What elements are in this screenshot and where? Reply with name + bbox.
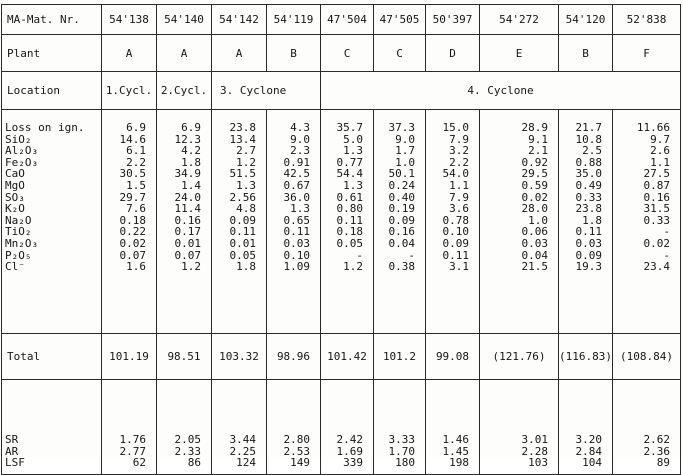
plant-cell: D: [426, 35, 480, 72]
value-cell: 62: [132, 456, 146, 470]
location-cyclone-3: 3. Cyclone: [212, 72, 321, 110]
value-cell: 1.3: [236, 178, 256, 192]
value-cell: 13.4: [229, 132, 256, 146]
component-label: P₂O₅: [5, 248, 32, 262]
ratio-column: [267, 380, 321, 475]
ratio-row: [2, 380, 681, 475]
value-cell: 124: [236, 456, 256, 470]
value-cell: 15.0: [442, 121, 469, 134]
value-cell: 0.02: [521, 190, 548, 204]
value-cell: 0.05: [229, 248, 256, 262]
location-cyclone-4: 4. Cyclone: [321, 72, 681, 110]
value-cell: 14.6: [119, 132, 146, 146]
value-cell: 11.4: [174, 202, 201, 216]
mat-nr-cell: 47'504: [321, 5, 374, 35]
total-cell: (116.83): [559, 334, 613, 380]
mat-nr-cell: 52'838: [613, 5, 681, 35]
value-cell: 0.40: [388, 190, 415, 204]
composition-column: [321, 110, 374, 334]
value-cell: 23.4: [643, 260, 670, 274]
value-cell: 34.9: [174, 167, 201, 181]
value-cell: 0.80: [336, 202, 363, 216]
ratio-column: [480, 380, 559, 475]
value-cell: 12.3: [174, 132, 201, 146]
composition-column: [157, 110, 212, 334]
value-cell: 0.03: [283, 236, 310, 250]
value-cell: 30.5: [119, 167, 146, 181]
component-label: Fe₂O₃: [5, 155, 39, 169]
value-cell: 149: [290, 456, 310, 470]
composition-column: [212, 110, 267, 334]
value-cell: 0.02: [643, 236, 670, 250]
value-cell: 0.33: [575, 190, 602, 204]
value-cell: 2.05: [174, 433, 201, 447]
component-labels: [2, 110, 102, 334]
composition-column: [613, 110, 681, 334]
value-cell: 2.84: [575, 444, 602, 458]
value-cell: 0.16: [388, 225, 415, 239]
value-cell: 4.8: [236, 202, 256, 216]
value-cell: 0.09: [442, 236, 469, 250]
value-cell: 9.1: [528, 132, 548, 146]
plant-cell: B: [267, 35, 321, 72]
total-cell: 101.42: [321, 334, 374, 380]
composition-row: [2, 110, 681, 334]
ratio-column: [559, 380, 613, 475]
value-cell: 0.88: [575, 155, 602, 169]
composition-column: [480, 110, 559, 334]
plant-cell: A: [212, 35, 267, 72]
value-cell: 7.9: [449, 190, 469, 204]
value-cell: 1.1: [449, 178, 469, 192]
value-cell: 3.20: [575, 433, 602, 447]
value-cell: 1.8: [582, 213, 602, 227]
component-label: CaO: [5, 167, 25, 181]
value-cell: 0.11: [442, 248, 469, 262]
value-cell: 50.1: [388, 167, 415, 181]
value-cell: 0.04: [521, 248, 548, 262]
value-cell: 23.8: [575, 202, 602, 216]
ratio-label: SR: [5, 433, 19, 447]
value-cell: 2.36: [643, 444, 670, 458]
value-cell: 21.5: [521, 260, 548, 274]
value-cell: 0.11: [336, 213, 363, 227]
plant-cell: B: [559, 35, 613, 72]
value-cell: 3.01: [521, 433, 548, 447]
header-row: [2, 5, 681, 35]
value-cell: 9.0: [290, 132, 310, 146]
value-cell: 0.65: [283, 213, 310, 227]
value-cell: 1.1: [650, 155, 670, 169]
value-cell: 0.59: [521, 178, 548, 192]
value-cell: 3.44: [229, 433, 256, 447]
value-cell: 104: [582, 456, 602, 470]
total-cell: 101.2: [374, 334, 426, 380]
value-cell: 0.07: [174, 248, 201, 262]
plant-cell: F: [613, 35, 681, 72]
composition-column: [374, 110, 426, 334]
composition-column: [102, 110, 157, 334]
component-label: SO₃: [5, 190, 25, 204]
mat-nr-cell: 54'142: [212, 5, 267, 35]
value-cell: 5.0: [343, 132, 363, 146]
plant-cell: C: [321, 35, 374, 72]
value-cell: 29.5: [521, 167, 548, 181]
value-cell: 35.7: [336, 121, 363, 134]
ratio-column: [321, 380, 374, 475]
total-cell: (121.76): [480, 334, 559, 380]
value-cell: 0.01: [174, 236, 201, 250]
value-cell: 0.17: [174, 225, 201, 239]
mat-nr-cell: 54'138: [102, 5, 157, 35]
value-cell: 11.66: [636, 121, 670, 134]
value-cell: -: [663, 225, 670, 239]
component-label: Loss on ign.: [5, 121, 85, 134]
value-cell: 1.0: [395, 155, 415, 169]
value-cell: 0.19: [388, 202, 415, 216]
value-cell: 28.0: [521, 202, 548, 216]
value-cell: 7.6: [126, 202, 146, 216]
value-cell: -: [356, 248, 363, 262]
component-label: Mn₂O₃: [5, 236, 39, 250]
value-cell: 3.6: [449, 202, 469, 216]
value-cell: 0.24: [388, 178, 415, 192]
value-cell: 2.5: [582, 144, 602, 158]
ratio-column: [102, 380, 157, 475]
value-cell: 6.1: [126, 144, 146, 158]
component-label: TiO₂: [5, 225, 32, 239]
location-label: Location: [2, 72, 102, 110]
value-cell: 0.02: [119, 236, 146, 250]
location-row: [2, 72, 681, 110]
mat-nr-cell: 54'119: [267, 5, 321, 35]
value-cell: 103: [528, 456, 548, 470]
plant-cell: E: [480, 35, 559, 72]
value-cell: 1.09: [283, 260, 310, 274]
value-cell: 37.3: [388, 121, 415, 134]
mat-nr-cell: 54'140: [157, 5, 212, 35]
value-cell: 19.3: [575, 260, 602, 274]
value-cell: 1.6: [126, 260, 146, 274]
total-label: Total: [2, 334, 102, 380]
value-cell: 0.67: [283, 178, 310, 192]
value-cell: 0.06: [521, 225, 548, 239]
clinker-analysis-table: [1, 4, 681, 475]
value-cell: 0.11: [575, 225, 602, 239]
value-cell: 1.4: [181, 178, 201, 192]
ratio-label: AR: [5, 444, 19, 458]
component-label: Cl⁻: [5, 260, 25, 274]
value-cell: 0.16: [174, 213, 201, 227]
plant-cell: A: [157, 35, 212, 72]
value-cell: 29.7: [119, 190, 146, 204]
value-cell: 2.28: [521, 444, 548, 458]
value-cell: 1.3: [343, 144, 363, 158]
value-cell: 2.2: [126, 155, 146, 169]
value-cell: 180: [395, 456, 415, 470]
component-label: Al₂O₃: [5, 144, 39, 158]
value-cell: 0.10: [442, 225, 469, 239]
ratio-column: [374, 380, 426, 475]
value-cell: 23.8: [229, 121, 256, 134]
value-cell: 0.03: [521, 236, 548, 250]
value-cell: 4.3: [290, 121, 310, 134]
value-cell: 0.07: [119, 248, 146, 262]
value-cell: 10.8: [575, 132, 602, 146]
total-cell: 98.51: [157, 334, 212, 380]
value-cell: 198: [449, 456, 469, 470]
plant-cell: A: [102, 35, 157, 72]
value-cell: 0.22: [119, 225, 146, 239]
value-cell: -: [408, 248, 415, 262]
total-cell: 98.96: [267, 334, 321, 380]
value-cell: 0.49: [575, 178, 602, 192]
value-cell: 3.33: [388, 433, 415, 447]
ratio-column: [613, 380, 681, 475]
value-cell: -: [663, 248, 670, 262]
component-label: K₂O: [5, 202, 25, 216]
value-cell: 0.18: [336, 225, 363, 239]
location-cyclone-2: 2.Cycl.: [157, 72, 212, 110]
value-cell: 0.05: [336, 236, 363, 250]
value-cell: 0.09: [388, 213, 415, 227]
value-cell: 0.10: [283, 248, 310, 262]
value-cell: 1.76: [119, 433, 146, 447]
total-cell: 99.08: [426, 334, 480, 380]
value-cell: 6.9: [181, 121, 201, 134]
value-cell: 0.11: [229, 225, 256, 239]
location-cyclone-1: 1.Cycl.: [102, 72, 157, 110]
value-cell: 1.5: [126, 178, 146, 192]
ratio-label: LSF: [5, 456, 25, 470]
value-cell: 0.91: [283, 155, 310, 169]
value-cell: 0.61: [336, 190, 363, 204]
total-cell: 103.32: [212, 334, 267, 380]
value-cell: 2.62: [643, 433, 670, 447]
ratio-column: [426, 380, 480, 475]
value-cell: 0.33: [643, 213, 670, 227]
mat-nr-cell: 54'272: [480, 5, 559, 35]
value-cell: 1.8: [236, 260, 256, 274]
value-cell: 0.11: [283, 225, 310, 239]
plant-label: Plant: [2, 35, 102, 72]
value-cell: 2.25: [229, 444, 256, 458]
component-label: SiO₂: [5, 132, 32, 146]
value-cell: 21.7: [575, 121, 602, 134]
value-cell: 6.9: [126, 121, 146, 134]
total-cell: 101.19: [102, 334, 157, 380]
value-cell: 1.8: [181, 155, 201, 169]
value-cell: 0.09: [229, 213, 256, 227]
value-cell: 0.01: [229, 236, 256, 250]
value-cell: 2.77: [119, 444, 146, 458]
value-cell: 0.16: [643, 190, 670, 204]
value-cell: 0.77: [336, 155, 363, 169]
value-cell: 1.2: [343, 260, 363, 274]
value-cell: 1.70: [388, 444, 415, 458]
value-cell: 9.7: [650, 132, 670, 146]
value-cell: 2.7: [236, 144, 256, 158]
value-cell: 0.04: [388, 236, 415, 250]
value-cell: 1.2: [181, 260, 201, 274]
value-cell: 35.0: [575, 167, 602, 181]
value-cell: 86: [187, 456, 201, 470]
value-cell: 28.9: [521, 121, 548, 134]
value-cell: 54.0: [442, 167, 469, 181]
plant-cell: C: [374, 35, 426, 72]
value-cell: 3.1: [449, 260, 469, 274]
value-cell: 4.2: [181, 144, 201, 158]
value-cell: 1.46: [442, 433, 469, 447]
value-cell: 9.0: [395, 132, 415, 146]
value-cell: 0.18: [119, 213, 146, 227]
value-cell: 1.3: [290, 202, 310, 216]
value-cell: 1.69: [336, 444, 363, 458]
value-cell: 1.0: [528, 213, 548, 227]
value-cell: 2.1: [528, 144, 548, 158]
value-cell: 0.78: [442, 213, 469, 227]
value-cell: 0.87: [643, 178, 670, 192]
value-cell: 42.5: [283, 167, 310, 181]
mat-nr-cell: 47'505: [374, 5, 426, 35]
value-cell: 1.45: [442, 444, 469, 458]
value-cell: 0.92: [521, 155, 548, 169]
component-label: MgO: [5, 178, 25, 192]
total-cell: (108.84): [613, 334, 681, 380]
value-cell: 1.3: [343, 178, 363, 192]
mat-nr-label: MA-Mat. Nr.: [2, 5, 102, 35]
value-cell: 2.42: [336, 433, 363, 447]
value-cell: 36.0: [283, 190, 310, 204]
value-cell: 2.2: [449, 155, 469, 169]
value-cell: 0.09: [575, 248, 602, 262]
mat-nr-cell: 54'120: [559, 5, 613, 35]
value-cell: 2.33: [174, 444, 201, 458]
composition-column: [559, 110, 613, 334]
value-cell: 54.4: [336, 167, 363, 181]
ratio-column: [212, 380, 267, 475]
value-cell: 2.53: [283, 444, 310, 458]
value-cell: 339: [343, 456, 363, 470]
value-cell: 24.0: [174, 190, 201, 204]
value-cell: 1.2: [236, 155, 256, 169]
component-label: Na₂O: [5, 213, 32, 227]
value-cell: 0.03: [575, 236, 602, 250]
value-cell: 1.7: [395, 144, 415, 158]
value-cell: 27.5: [643, 167, 670, 181]
ratio-labels: [2, 380, 102, 475]
value-cell: 31.5: [643, 202, 670, 216]
mat-nr-cell: 50'397: [426, 5, 480, 35]
plant-row: [2, 35, 681, 72]
value-cell: 89: [656, 456, 670, 470]
total-row: [2, 334, 681, 380]
value-cell: 2.56: [229, 190, 256, 204]
value-cell: 7.9: [449, 132, 469, 146]
composition-column: [267, 110, 321, 334]
composition-column: [426, 110, 480, 334]
ratio-column: [157, 380, 212, 475]
value-cell: 2.80: [283, 433, 310, 447]
value-cell: 2.6: [650, 144, 670, 158]
value-cell: 0.38: [388, 260, 415, 274]
value-cell: 51.5: [229, 167, 256, 181]
value-cell: 2.3: [290, 144, 310, 158]
value-cell: 3.2: [449, 144, 469, 158]
